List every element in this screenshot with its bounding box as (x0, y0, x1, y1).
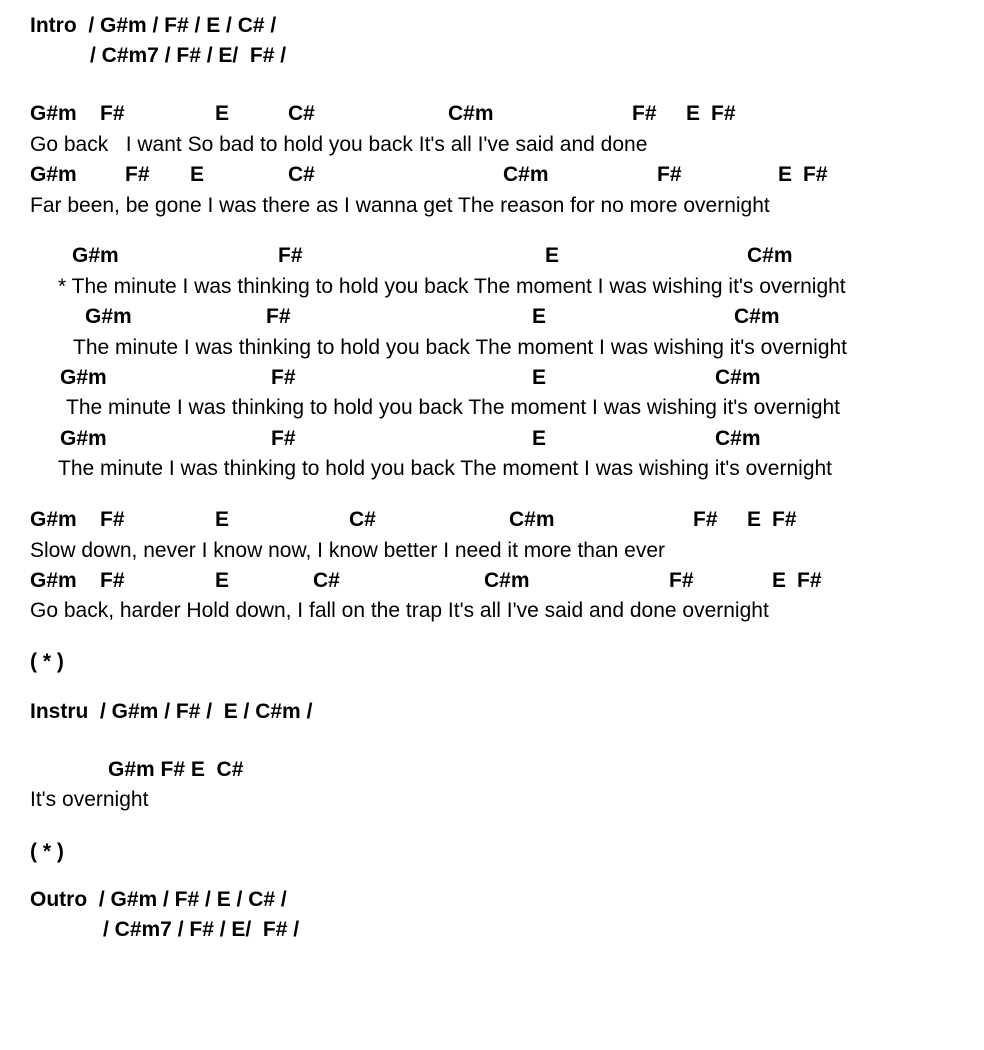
lyric-line: Far been, be gone I was there as I wanna get The reason for no more overnight (30, 194, 770, 217)
chord: C# (288, 102, 315, 125)
intro-line-1: Intro / G#m / F# / E / C# / (30, 14, 277, 37)
chord: F# (772, 508, 797, 531)
bridge-lyric: It's overnight (30, 788, 149, 811)
chord: E (545, 244, 560, 267)
chord: F# (100, 102, 125, 125)
chord: C# (313, 569, 340, 592)
chord: E (190, 163, 205, 186)
chord: F# (711, 102, 736, 125)
repeat-marker: ( * ) (30, 840, 64, 863)
chord: C#m (503, 163, 549, 186)
chord: E (772, 569, 787, 592)
repeat-marker: ( * ) (30, 650, 64, 673)
chord: C#m (715, 366, 761, 389)
chord: C#m (448, 102, 494, 125)
chord: E (686, 102, 701, 125)
lyric-line: The minute I was thinking to hold you back The moment I was wishing it's overnight (66, 396, 841, 419)
chord: C#m (715, 427, 761, 450)
chord: G#m (60, 366, 107, 389)
bridge-chords: G#m F# E C# (108, 758, 244, 781)
chord: G#m (72, 244, 119, 267)
instru-line: Instru / G#m / F# / E / C#m / (30, 700, 313, 723)
chord: E (778, 163, 793, 186)
lyric-line: The minute I was thinking to hold you back The moment I was wishing it's overnight (73, 336, 848, 359)
chord: E (215, 102, 230, 125)
chord: C#m (747, 244, 793, 267)
chord: G#m (30, 163, 77, 186)
chord: C# (288, 163, 315, 186)
lyric-line: The minute I was thinking to hold you back The moment I was wishing it's overnight (58, 457, 833, 480)
chord: G#m (85, 305, 132, 328)
lyric-line: Go back I want So bad to hold you back It's all I've said and done (30, 133, 648, 156)
chord: G#m (30, 508, 77, 531)
chord: F# (266, 305, 291, 328)
chord: E (747, 508, 762, 531)
chord: F# (271, 366, 296, 389)
outro-line-1: Outro / G#m / F# / E / C# / (30, 888, 287, 911)
chord: F# (797, 569, 822, 592)
chord: F# (803, 163, 828, 186)
chord: E (532, 366, 547, 389)
chord: E (532, 305, 547, 328)
chord: G#m (30, 569, 77, 592)
intro-line-2: / C#m7 / F# / E/ F# / (90, 44, 287, 67)
chord: C#m (484, 569, 530, 592)
chord: F# (657, 163, 682, 186)
outro-line-2: / C#m7 / F# / E/ F# / (103, 918, 300, 941)
chord: F# (125, 163, 150, 186)
lyric-line: Slow down, never I know now, I know better I need it more than ever (30, 539, 666, 562)
chord: F# (632, 102, 657, 125)
chord: C#m (509, 508, 555, 531)
chord: E (215, 569, 230, 592)
chord: G#m (60, 427, 107, 450)
chord: F# (669, 569, 694, 592)
chord: F# (100, 569, 125, 592)
chord: F# (278, 244, 303, 267)
chord: F# (271, 427, 296, 450)
lyric-line: Go back, harder Hold down, I fall on the trap It's all I've said and done overnight (30, 599, 769, 622)
chord: C#m (734, 305, 780, 328)
chord: F# (100, 508, 125, 531)
chord: F# (693, 508, 718, 531)
chord: C# (349, 508, 376, 531)
chord: G#m (30, 102, 77, 125)
chord: E (215, 508, 230, 531)
lyric-line: * The minute I was thinking to hold you back The moment I was wishing it's overnight (58, 275, 846, 298)
chord: E (532, 427, 547, 450)
